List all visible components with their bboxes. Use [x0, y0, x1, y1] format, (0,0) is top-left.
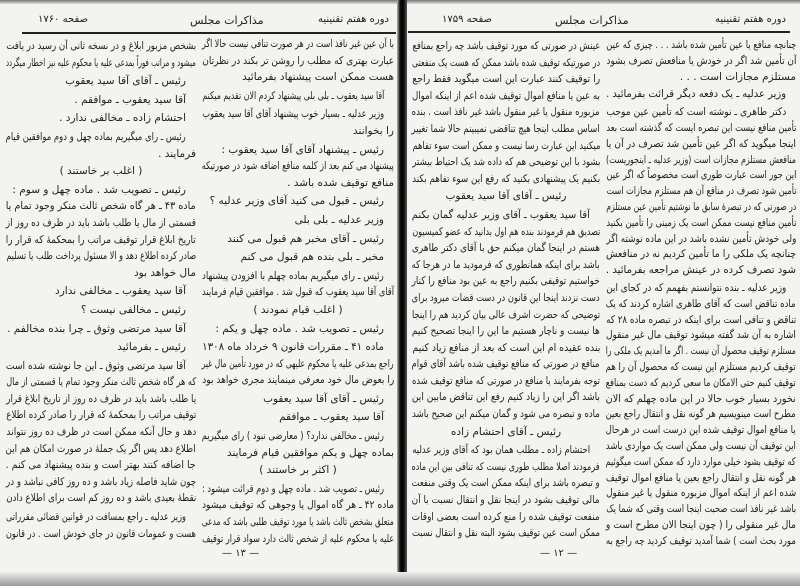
- text-line: [606, 360, 796, 376]
- line-text: رئیس ـ پیشنهاد آقای آقا سید یعقوب :: [221, 143, 384, 156]
- speaker-line: [202, 193, 394, 210]
- text-line: [606, 200, 796, 216]
- line-text: بنده عقیده ام این است که بعد از منافع زیاد کنیم: [412, 341, 600, 354]
- speaker-line: [6, 182, 196, 199]
- line-text: رئیس ـ قبول می کنید آقای وزیر عدلیه ؟: [209, 195, 384, 208]
- speaker-line: [202, 268, 394, 285]
- line-text: فرمودند اصلا مطلب طوری نیست که تنافی بین این ماده: [411, 460, 600, 473]
- speaker-line: [6, 283, 196, 300]
- text-line: [6, 265, 196, 282]
- left-page-column-second: [6, 38, 196, 542]
- line-text: منافع توقیف شده باشد .: [287, 176, 394, 189]
- speaker-line: [6, 509, 196, 526]
- text-line: [6, 248, 196, 265]
- line-text: اینجا میگوید که اگر عین تأمین شد تصرف در آن یا: [605, 137, 796, 150]
- line-text: یا طلب باشد باید در ظرف ده روز از تاریخ ابلاغ قرار: [6, 392, 196, 405]
- line-text: تناقض و تنافی است برای اینکه در تبصره ماده ۲۸ که: [605, 313, 796, 326]
- line-text: که توقیف بشود خیلی موارد دارد که ممکن است میگوئیم: [605, 455, 796, 468]
- speaker-line: [202, 339, 394, 356]
- line-text: وزیر عدلیه ـ یک دفعه دیگر قرائت بفرمائید .: [606, 88, 786, 101]
- text-line: [412, 38, 600, 55]
- line-text: چون شاید فاصله زیاد باشد و ده روز کافی نباشد و در: [5, 475, 196, 488]
- text-line: [606, 216, 796, 232]
- line-text: علیه یا محکوم علیه از شخص ثالث دارد سواد قرار توقیف: [201, 532, 394, 545]
- text-line: [6, 526, 196, 543]
- text-line: [412, 373, 600, 390]
- line-text: ماده و تبصره می شود و گمان میکنم این صحیح باشد: [412, 408, 600, 421]
- speaker-line: [6, 339, 196, 356]
- line-text: ماده ۴۳ ـ هر گاه شخص ثالث منکر وجود تمام یا: [6, 200, 196, 213]
- line-text: مخبر ـ بلی بنده هم قبول می کنم: [240, 251, 384, 264]
- line-text: وزیر عدلیه ـ بنده نتوانستم بفهمم که در کجای این: [606, 281, 786, 294]
- right-page-column-second: [412, 38, 600, 542]
- text-line: [606, 184, 796, 200]
- text-line: [606, 153, 796, 169]
- text-line: [6, 374, 196, 391]
- right-page-session: دوره هفتم تقنینیه: [715, 14, 786, 25]
- line-text: تصدیق هم فرمودند بنده هم اول بدانید که عضو کمیسیون: [412, 225, 600, 238]
- line-text: ها نیست و ناچار هستیم ما این را اینجا تصحیح کنیم: [412, 325, 600, 338]
- text-line: [606, 439, 796, 455]
- left-header-rule: [22, 32, 396, 34]
- speaker-line: [6, 321, 196, 338]
- line-text: آقا سید یعقوب ـ موافقم .: [74, 93, 186, 106]
- line-text: آقا سید یعقوب ـ بلی بلی پیشنهاد کردم الان تقدیم میکنم: [202, 89, 384, 102]
- line-text: تأمین منافع نیست ممکن است یک زمینی را تأمین بکنید: [605, 216, 796, 229]
- speaker-line: [202, 428, 394, 445]
- speaker-line: [202, 249, 394, 266]
- text-line: [606, 344, 796, 360]
- line-text: مستلزم مجازات است . . .: [679, 70, 796, 83]
- line-text: رئیس ـ آقای مخبر هم قبول می کنند: [227, 232, 384, 245]
- line-text: نقطهٔ بعیدی باشد و ده روز کم است برای اطلاع دادن: [5, 492, 196, 505]
- book-gutter: [397, 0, 407, 586]
- text-line: [202, 175, 394, 192]
- line-text: در صورتی که در تبصرهٔ سابق ما نوشتیم تأمین عین مستلزم: [605, 200, 796, 213]
- speaker-line: [202, 481, 394, 498]
- line-text: بشخص مزبور ابلاغ و در نسخه ثانی آن رسید در یافت: [6, 40, 196, 52]
- text-line: [606, 376, 796, 392]
- line-text: دهد و حال آنکه ممکن است در ظرف ده روز نتواند: [6, 426, 196, 439]
- line-text: باشد برای اینکه همانطوری که فرمودید ما در هرجا که: [411, 258, 600, 271]
- line-text: رئیس ـ آقای احتشام زاده: [450, 425, 562, 438]
- line-text: توقیف کردیم مستلزم این نیست که محصول آن را هم: [605, 360, 796, 373]
- text-line: [606, 168, 796, 184]
- text-line: [412, 356, 600, 373]
- line-text: مورد بحث است ) شما آمدید توقیف کردید چه راجع به: [605, 534, 796, 547]
- text-line: [412, 273, 600, 290]
- line-text: تأمین شود تصرف در منافع آن هم مستلزم مجازات است: [605, 185, 796, 198]
- text-line: [606, 247, 796, 263]
- text-line: [202, 497, 394, 514]
- line-text: اساس مطلب اینجا هیچ تناقضی نمیبینم حالا شما تغییر: [411, 122, 600, 135]
- text-line: [6, 232, 196, 249]
- line-text: منافعش مستلزم مجازات است (وزیر عدلیه ـ اینجوریست): [605, 153, 796, 166]
- text-line: [606, 328, 796, 344]
- line-text: توجه بفرمایند یا منافع در صورتی که منافع توقیف شده: [412, 374, 600, 387]
- text-line: [412, 171, 600, 188]
- line-text: آقا سید یعقوب ـ آقای وزیر عدلیه گمان بکنم: [411, 208, 590, 221]
- text-line: [606, 54, 796, 70]
- line-text: صادر کرده اطلاع دهد و الا مسئول پرداخت طلب یا تسلیم: [6, 250, 196, 263]
- line-text: پیشنهاد می کنم بعد از کلمه منافع اضافه شود در صورتیکه: [201, 160, 394, 173]
- line-text: رئیس ـ بفرمائید: [117, 341, 186, 354]
- line-text: ( اغلب قیام نمودند ): [253, 303, 343, 316]
- speaker-line: [606, 87, 796, 103]
- text-line: [202, 158, 394, 175]
- text-line: [412, 154, 600, 171]
- line-text: بماده چهل و یکم موافقین قیام فرمایند: [226, 446, 394, 459]
- speaker-line: [202, 88, 394, 105]
- line-text: آقا سید مرتضی وثوق ـ این جا نوشته شده است: [6, 359, 186, 372]
- line-text: دکتر طاهری ـ نوشته است که تأمین عین موجب: [606, 106, 786, 119]
- line-text: عبارت بهتری که مطلب را روشن تر بکند در نظرتان: [202, 54, 394, 67]
- line-text: رئیس ـ آقای آقا سید یعقوب: [65, 75, 186, 88]
- speaker-line: [606, 105, 796, 121]
- text-line: [606, 534, 796, 550]
- line-text: آقا سید یعقوب ـ مخالفی ندارد: [55, 285, 186, 298]
- text-line: [6, 55, 196, 72]
- line-text: ( اکثر بر خاستند ): [259, 464, 337, 477]
- line-text: که هر گاه شخص ثالث منکر وجود تمام یا قسمتی از مال: [6, 376, 196, 389]
- line-text: را بعوض مال خود معرفی مینمایند مجری خواهد بود: [201, 374, 394, 387]
- right-page-number: صفحه ۱۷۵۹: [442, 14, 493, 25]
- text-line: [412, 138, 600, 155]
- line-text: این توقیف آن نیست ولی ممکن است یک مواردی باشد: [606, 439, 796, 452]
- text-line: [606, 486, 796, 502]
- left-page-number: صفحه ۱۷۶۰: [38, 14, 89, 25]
- speaker-line: [6, 302, 196, 319]
- line-text: ولی خودش تأمین نشده باشد در این ماده نوشته اگر: [606, 232, 796, 245]
- text-line: [6, 457, 196, 474]
- line-text: میکنید این عبارت رسا نیست و ممکن است سوء تفاهم: [412, 139, 600, 152]
- line-text: باشد اگر این را زیاد کنیم رفع این تناقض مابین این: [411, 391, 600, 404]
- text-line: [412, 104, 600, 121]
- line-text: شده اعم از اینکه اموال مزبوره منقول یا غیر منقول: [605, 487, 796, 500]
- speaker-line: [202, 409, 394, 426]
- left-page-session: دوره هفتم تقنینیه: [318, 14, 389, 25]
- line-text: رئیس ـ آقای آقا سید یعقوب: [263, 392, 384, 405]
- line-text: احتشام زاده ـ مطلب همان بود که آقای وزیر عدلیه: [412, 444, 590, 457]
- text-line: [412, 307, 600, 324]
- left-page-footer: — ۱۳ —: [222, 548, 260, 559]
- text-line: [202, 69, 394, 86]
- line-text: ممکن است عین توقیف بشود البته نقل و انتقال نسبت: [411, 527, 600, 540]
- line-text: با آن عین غیر نافذ است در هر صورت تنافی نیست حالا اگر: [202, 38, 394, 50]
- line-text: توقیف مراتب را بمحکمهٔ که قرار را صادر کرده اطلاع: [5, 409, 196, 422]
- text-line: [412, 257, 600, 274]
- speaker-line: [6, 110, 196, 127]
- text-line: [606, 297, 796, 313]
- line-text: را توقیف کنند عبارت این است میگوید فقط راجع: [412, 73, 600, 86]
- text-line: [606, 121, 796, 137]
- speaker-line: [202, 391, 394, 408]
- line-text: توضیحی که حضرت اشرف عالی بیان کردید هم را اینجا: [411, 308, 600, 321]
- text-line: [412, 224, 600, 241]
- speaker-line: [6, 358, 196, 375]
- centered-note: [6, 163, 196, 180]
- scan-bottom-edge: [0, 572, 800, 586]
- line-text: قسمتی از مال یا طلب باشد باید در ظرف ده روز از: [5, 216, 196, 229]
- text-line: [606, 423, 796, 439]
- text-line: [6, 215, 196, 232]
- line-text: مستلزم توقیف محصول آن نیست . اگر ما آمدیم یک ملکی را: [605, 345, 796, 358]
- line-text: مطرح است مینویسیم هر گونه نقل و انتقال راجع بعین: [605, 408, 796, 421]
- line-text: وزیر عدلیه ـ بلی بلی: [294, 213, 384, 226]
- line-text: رئیس ـ مخالفی ندارد؟ ( معارضی نبود ) رای میگیریم: [201, 430, 384, 443]
- line-text: میشود و مراتب فوراً بمدعی علیه یا محکوم علیه نیز اخطار میگردد: [6, 56, 196, 69]
- text-line: [606, 392, 796, 408]
- text-line: [412, 509, 600, 526]
- text-line: [606, 518, 796, 534]
- line-text: مالی توقیف بشود در اینجا نقل و انتقال نسبت با آن: [412, 494, 600, 507]
- line-text: در صورتیکه توقیف شده باشد ممکن که هست یک منفعتی: [411, 56, 600, 69]
- text-line: [6, 490, 196, 507]
- text-line: [606, 407, 796, 423]
- line-text: مال غیر منقولی را ( چون اینجا الان مطرح است و: [605, 518, 796, 531]
- line-text: خواستیم توقیفی بکنیم راجع به عین بود منافع را کنار: [411, 275, 600, 288]
- line-text: رئیس ـ رای میگیریم بماده چهل و دوم موافقین قیام: [5, 130, 186, 143]
- text-line: [6, 424, 196, 441]
- text-line: [412, 459, 600, 476]
- line-text: جا اضافه کنند بهتر است و بنده پیشنهاد می کنم .: [5, 459, 196, 472]
- text-line: [412, 340, 600, 357]
- text-line: [606, 232, 796, 248]
- line-text: اشاره به آن شد گفته میشود توقیف مال غیر منقول: [606, 329, 796, 342]
- line-text: هست و عمومات قانون در جای خودش است . در قانون: [5, 527, 196, 540]
- line-text: توقیف کنیم حتی الامکان ما سعی کردیم که دست بمنافع: [606, 376, 796, 389]
- line-text: منافع در صورتی که منافع توقیف شده باشد آقای قوام: [411, 358, 600, 371]
- speaker-line: [6, 73, 196, 90]
- text-line: [412, 389, 600, 406]
- line-text: و تبصره باشد برای اینکه ممکن است یک وقتی منفعت: [411, 477, 600, 490]
- line-text: نخورد بسیار خوب حالا در این ماده چهلم که الان: [605, 392, 796, 405]
- line-text: آقا سید یعقوب ـ موافقم: [279, 411, 384, 424]
- text-line: [412, 475, 600, 492]
- line-text: منفعت توقیف شده را منع کرده است بعضی اوقات: [411, 510, 600, 523]
- text-line: [606, 471, 796, 487]
- line-text: هست ممکن است پیشنهاد بفرمائید: [242, 71, 394, 84]
- line-text: فرمایند .: [158, 147, 196, 160]
- line-text: تأمین منافع نیست این تبصره ایست که گذشته است بعد: [606, 121, 796, 134]
- speaker-line: [6, 92, 196, 109]
- text-line: [202, 356, 394, 373]
- text-line: [412, 240, 600, 257]
- text-line: [6, 391, 196, 408]
- text-line: [412, 323, 600, 340]
- line-text: وزیر عدلیه ـ بسیار خوب پیشنهاد آقای آقا سید یعقوب: [202, 108, 384, 121]
- line-text: هستم در اینجا گمان میکنم حق با آقای دکتر طاهری: [411, 242, 600, 255]
- text-line: [606, 263, 796, 279]
- right-page-footer: — ۱۲ —: [540, 548, 578, 559]
- text-line: [6, 407, 196, 424]
- right-header-rule: [408, 31, 790, 33]
- line-text: چنانچه یک ملکی را ما تأمین کردیم نه در منافعش: [605, 248, 796, 261]
- right-page-title: مذاکرات مجلس: [555, 14, 629, 27]
- line-text: ماده تناقض است که آقای طاهری اشاره کردند که یک: [606, 297, 796, 310]
- line-text: راجع بمدعی علیه یا محکوم علیهی که در مورد تأمین مال غیر: [202, 357, 394, 370]
- line-text: بکنیم یک پیشنهادی بکنید که رفع این سوء تفاهم بکند: [411, 172, 600, 185]
- text-line: [6, 474, 196, 491]
- speaker-line: [6, 129, 196, 146]
- line-text: وزیر عدلیه ـ راجع بمسافت در قوانین قضائی مقرراتی: [6, 511, 186, 524]
- line-text: آقا سید مرتضی وثوق ـ چرا بنده مخالفم .: [7, 322, 186, 335]
- line-text: احتشام زاده ـ مخالفی ندارد .: [59, 112, 186, 125]
- line-text: یا منافع اموال توقیف شده این درست است در هرحال: [606, 424, 796, 437]
- text-line: [6, 441, 196, 458]
- left-page-title: مذاکرات مجلس: [190, 14, 264, 27]
- line-text: را بخوانند: [353, 124, 394, 137]
- line-text: متعلق بشخص ثالث باشد یا مورد توقیف طلبی باشد که مدعی: [201, 516, 394, 529]
- speaker-line: [606, 281, 796, 297]
- line-text: مال خواهد بود: [133, 266, 196, 279]
- text-line: [606, 38, 796, 54]
- text-line: [606, 137, 796, 153]
- centered-note: [412, 424, 600, 441]
- text-line: [606, 455, 796, 471]
- text-line: [412, 121, 600, 138]
- line-text: ( اغلب بر خاستند ): [59, 165, 143, 178]
- text-line: [606, 70, 796, 86]
- text-line: [412, 88, 600, 105]
- centered-note: [412, 188, 600, 205]
- line-text: عینش در صورتی که مورد توقیف باشد چه راجع بمنافع: [412, 40, 600, 52]
- text-line: [412, 492, 600, 509]
- line-text: دست نزدند اینجا این قانون در دست قضات میرود برای: [412, 291, 600, 304]
- speaker-line: [202, 106, 394, 123]
- line-text: اطلاع دهد پس اگر یک جملهٔ در صورت امکان هم این: [5, 442, 196, 455]
- speaker-line: [412, 442, 600, 459]
- line-text: ماده ۴۲ ـ هر گاه اموال یا وجوهی که توقیف میشود: [201, 499, 394, 512]
- right-page-column-first: [606, 38, 796, 550]
- line-text: بشود با این توضیحی هم که داده شد یک احتیاط بیشتر: [412, 156, 600, 169]
- line-text: رئیس ـ رای میگیریم بماده چهلم با افزودن پیشنهاد: [202, 269, 384, 282]
- line-text: تاریخ ابلاغ قرار توقیف مراتب را بمحکمهٔ که قرار را: [5, 233, 196, 246]
- line-text: آن تأمین شد اگر در خودش یا منافعش تصرف بشود: [606, 54, 796, 67]
- text-line: [412, 406, 600, 423]
- text-line: [6, 146, 196, 163]
- line-text: باشد غیر نافذ است صحبت اینجا است وقتی که شما یک: [606, 503, 796, 516]
- line-text: رئیس ـ تصویب شد . ماده چهل و سوم :: [12, 183, 186, 196]
- text-line: [412, 55, 600, 72]
- line-text: رئیس ـ تصویب شد . ماده چهل و دوم قرائت میشود :: [201, 482, 384, 495]
- line-text: ماده ۴۱ ـ مقررات قانون ۹ خرداد ماه ۱۳۰۸: [202, 341, 384, 354]
- line-text: به عین یا منافع اموال توقیف شده اعم از اینکه اموال: [412, 89, 600, 102]
- text-line: [412, 71, 600, 88]
- line-text: مزبوره منقول یا غیر منقول باشد غیر نافذ است . بنده: [412, 106, 600, 119]
- line-text: رئیس ـ آقای آقا سید یعقوب: [445, 190, 567, 203]
- text-line: [606, 502, 796, 518]
- line-text: رئیس ـ تصویب شد . ماده چهل و یکم :: [215, 322, 384, 335]
- text-line: [6, 38, 196, 55]
- text-line: [412, 525, 600, 542]
- line-text: چنانچه منافع یا عین تأمین شده باشد . . . چیزی که عین: [606, 39, 796, 51]
- text-line: [6, 198, 196, 215]
- text-line: [412, 290, 600, 307]
- text-line: [606, 313, 796, 329]
- line-text: آقای آقا سید یعقوب که قبول شد . موافقین قیام فرمایند: [201, 286, 394, 299]
- line-text: رئیس ـ مخالفی نیست ؟: [80, 303, 186, 316]
- line-text: شود تصرف کرده در عینش مراجعه بفرمائید .: [605, 264, 796, 277]
- line-text: این جور است عبارت طوری است مخصوصاً که اگر عین: [606, 169, 796, 182]
- speaker-line: [412, 207, 600, 224]
- line-text: هر گونه نقل و انتقال راجع بعین یا منافع اموال توقیف: [606, 471, 796, 484]
